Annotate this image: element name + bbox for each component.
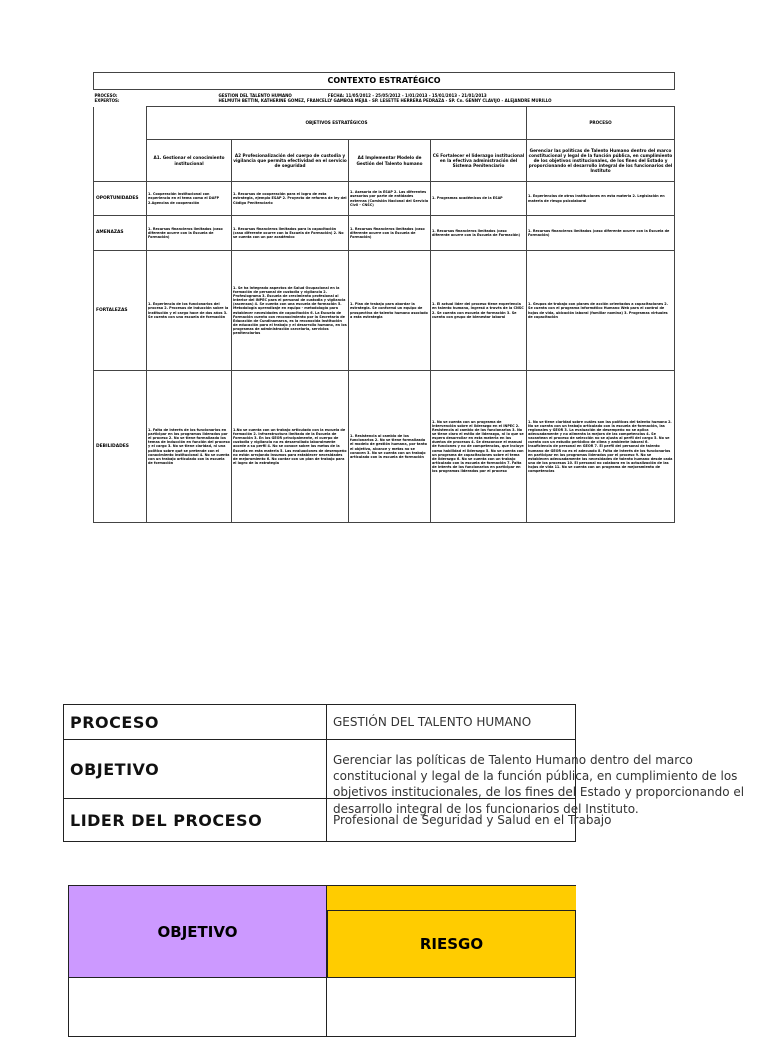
objective-text: Gerenciar las políticas de Talento Humano dentro del marco constitucional y legal de la función pública, en cumplimiento de los objetivos institucionales, de los fines del Estado y proporcionando el desarrollo integral de los funcionarios del Instituto. bbox=[333, 753, 745, 816]
context-cell: 1. Asesoría de la ESAP 2. Las diferentes asesorías por parte de entidades externas (Comisión Nacional del Servicio Civil - CNSC) bbox=[349, 182, 431, 216]
context-cell: 1. Recursos financieros limitados para la capacitación (caso diferente ocurre con la Escuela de Formación) 2. No se cuenta con un par académico bbox=[232, 216, 349, 251]
risk-column-header: RIESGO bbox=[327, 910, 576, 978]
process-group-header: PROCESO bbox=[527, 107, 675, 140]
objective-cell bbox=[68, 977, 327, 1037]
process-label: PROCESO bbox=[64, 705, 327, 740]
process-leader-value: Profesional de Seguridad y Salud en el Trabajo bbox=[327, 799, 576, 842]
meta-value: GESTION DEL TALENTO HUMANO bbox=[218, 93, 292, 98]
context-cell: 1. Cooperación institucional con experiencia en el tema como el DAFP 2.Agencias de cooperación bbox=[147, 182, 232, 216]
context-meta bbox=[94, 90, 675, 107]
row-label-fortalezas: FORTALEZAS bbox=[94, 251, 147, 371]
context-cell: 1.No se cuenta con un trabajo articulado con la escuela de formación 2. Infraestructura limitada de la Escuela de Formación 3. En los GEOR principalmente, el cuerpo de custodia y vigilancia no es desarrollado laboralmente acorde a su perfil 4. No se conoce sobre las metas de la Escuela en esta materia 5. Las evaluaciones de desempeño no están arrojando insumos para establecer necesidades de mejoramiento 6. No contar con un plan de trabajo para el logro de la estrategia bbox=[232, 371, 349, 523]
objective-header: C6 Fortalecer el liderazgo institucional en la efectiva administración del Sistema Penitenciario bbox=[431, 140, 527, 182]
risk-cell bbox=[326, 977, 576, 1037]
row-label-oportunidades: OPORTUNIDADES bbox=[94, 182, 147, 216]
objective-label: OBJETIVO bbox=[64, 740, 327, 799]
context-cell: 1. Experiencias de otras instituciones en esta materia 2. Legislación en materia de riesgo psicolaboral bbox=[527, 182, 675, 216]
context-cell: 1. Recursos financieros limitados (caso diferente ocurre con la Escuela de Formación) bbox=[431, 216, 527, 251]
risk-header-band bbox=[327, 885, 576, 911]
context-cell: 1. Recursos financieros limitados (caso diferente ocurre con la Escuela de Formación) bbox=[349, 216, 431, 251]
row-label-amenazas: AMENAZAS bbox=[94, 216, 147, 251]
process-leader-label: LIDER DEL PROCESO bbox=[64, 799, 327, 842]
context-cell: 1. Resistencia al cambio de los funcionarios 2. No se tiene formalizado el modelo de gestión humana, por tanto el objetivo, alcance y metas no se conocen 3. No se cuenta con un trabajo articulado con la escuela de formación bbox=[349, 371, 431, 523]
context-cell: 1. Experiencia de los funcionarios del proceso 2. Procesos de inducción sobre la institución y el cargo hace de dos años 3. Se cuenta con una escuela de formación bbox=[147, 251, 232, 371]
meta-label: PROCESO: bbox=[94, 93, 118, 98]
context-cell: 1. Programas académicos de la ESAP bbox=[431, 182, 527, 216]
context-cell: 1. Plan de trabajo para abordar la estrategia. Se conformó un equipo de prospectiva de talento humano asociado a esta estrategia bbox=[349, 251, 431, 371]
objective-value bbox=[327, 740, 745, 816]
blank-cell bbox=[94, 107, 147, 140]
context-cell: 1. Grupos de trabajo con planes de acción orientados a capacitaciones 2. Se cuenta con el programa informático Humano Web para el control de hojas de vida, ubicación laboral (familiar nomina) 3. Programas virtuales de capacitación bbox=[527, 251, 675, 371]
context-cell: 1. Se ha integrado aspectos de Salud Ocupacional en la formación de personal de custodia y vigilancia 2. Profesiograma 3. Escuela de crecimiento profesional al interior del INPEC para el personal de custodia y vigilancia (ascensos) 4. Se cuenta con una escuela de formación 5. Metodología aprendizaje en equipo - metodología para establecer necesidades de capacitación 6. La Escuela de Formación cuenta con reconocimiento por la Secretaría de Educación de Cundinamarca, es la reconocida institución de educación para el trabajo y el desarrollo humano, en los programas de administración carcelaria, servicios penitenciarios bbox=[232, 251, 349, 371]
objective-header: A1. Gestionar el conocimiento institucional bbox=[147, 140, 232, 182]
objective-header: A4 Implementar Modelo de Gestión del Talento humano bbox=[349, 140, 431, 182]
context-cell: 1. No se tiene claridad sobre cuáles son las políticas del talento humano 2. No se cuenta con un trabajo articulado con la escuela de formación, las regionales y GEOR 3. La evaluación de desempeño no se aplica adecuadamente y no alimenta la mejora de las competencias 4. Se vacantean el proceso de selección no se ajusta al perfil del cargo 5. No se cuenta con un estudio periódico de clima y ambiente laboral 6. Insuficiencia de personal en GEOR 7. El perfil del personal de talento humano de GEOR no es el adecuado 8. Falta de interés de los funcionarios en participar en los programas liderados por el proceso 9. No se establecen adecuadamente las necesidades de talento humano desde cada uno de los procesos 10. El personal no colabora en la actualización de las hojas de vida 11. No se cuenta con un programa de mejoramiento de competencias bbox=[527, 371, 675, 523]
process-objective-header: Gerenciar las políticas de Talento Humano dentro del marco constitucional y legal de la función pública, en cumplimiento de los objetivos institucionales, de los fines del Estado y proporcionando el desarrollo integral de los funcionarios del Instituto bbox=[527, 140, 675, 182]
context-title: CONTEXTO ESTRATÉGICO bbox=[94, 73, 675, 90]
meta-label: EXPERTOS: bbox=[94, 98, 120, 103]
blank-cell bbox=[94, 140, 147, 182]
context-cell: 1. Recursos de cooperación para el logro de esta estrategia, ejemplo ESAP 2. Proyecto de reforma de ley del Código Penitenciario bbox=[232, 182, 349, 216]
process-value: GESTIÓN DEL TALENTO HUMANO bbox=[327, 705, 576, 740]
objective-header: A2 Profesionalización del cuerpo de custodia y vigilancia que permita efectividad en el servicio de seguridad bbox=[232, 140, 349, 182]
context-cell: 1. El actual líder del proceso tiene experiencia en talento humano, ingresó a través de la CNSC 2. Se cuenta con escuela de formación 3. Se cuenta con grupo de bienestar laboral bbox=[431, 251, 527, 371]
row-label-debilidades: DEBILIDADES bbox=[94, 371, 147, 523]
meta-extra: FECHA: 11/05/2012 - 25/05/2012 - 1/01/2013 - 15/01/2013 - 21/01/2013 bbox=[327, 93, 487, 98]
context-cell: 1. Falta de interés de los funcionarios en participar en los programas liderados por el proceso 2. No se tiene formalizado los temas de inducción en función del proceso y el cargo 3. No se tiene claridad, ni una política sobre qué se pretende con el conocimiento institucional 4. No se cuenta con un trabajo articulado con la escuela de formación bbox=[147, 371, 232, 523]
objectives-group-header: OBJETIVOS ESTRATÉGICOS bbox=[147, 107, 527, 140]
meta-value: HELMUTH BETTIN, KATHERINE GOMEZ, FRANCELLY GAMBOA MEJIA - SP. LESETTE HERRERA PEDRAZA - SP. Cn. GENNY CLAVIJO - ALEJANDRE MURILLO bbox=[218, 98, 552, 103]
objective-column-header: OBJETIVO bbox=[68, 885, 327, 978]
context-cell: 1. Recursos financieros limitados (caso diferente ocurre con la Escuela de Formación) bbox=[527, 216, 675, 251]
risk-table bbox=[68, 885, 576, 1024]
process-info-table bbox=[63, 704, 745, 842]
context-cell: 1. Recursos financieros limitados (caso diferente ocurre con la Escuela de Formación) bbox=[147, 216, 232, 251]
strategic-context-table bbox=[93, 72, 674, 521]
context-cell: 1. No se cuenta con un programa de intervención sobre el liderazgo en el INPEC 2. Resistencia al cambio de los funcionarios 3. No se tiene claro el estilo de liderazgo, ni lo que se espera desarrollar en esta materia en los dueños de procesos 4. Se desconoce el manual de funciones y no de competencias, que incluye como habilidad el liderazgo 5. No se cuenta con un programa de capacitaciones sobre el tema de liderazgo 6. No se cuenta con un trabajo articulado con la escuela de formación 7. Falta de interés de los funcionarios en participar en los programas liderados por el proceso bbox=[431, 371, 527, 523]
